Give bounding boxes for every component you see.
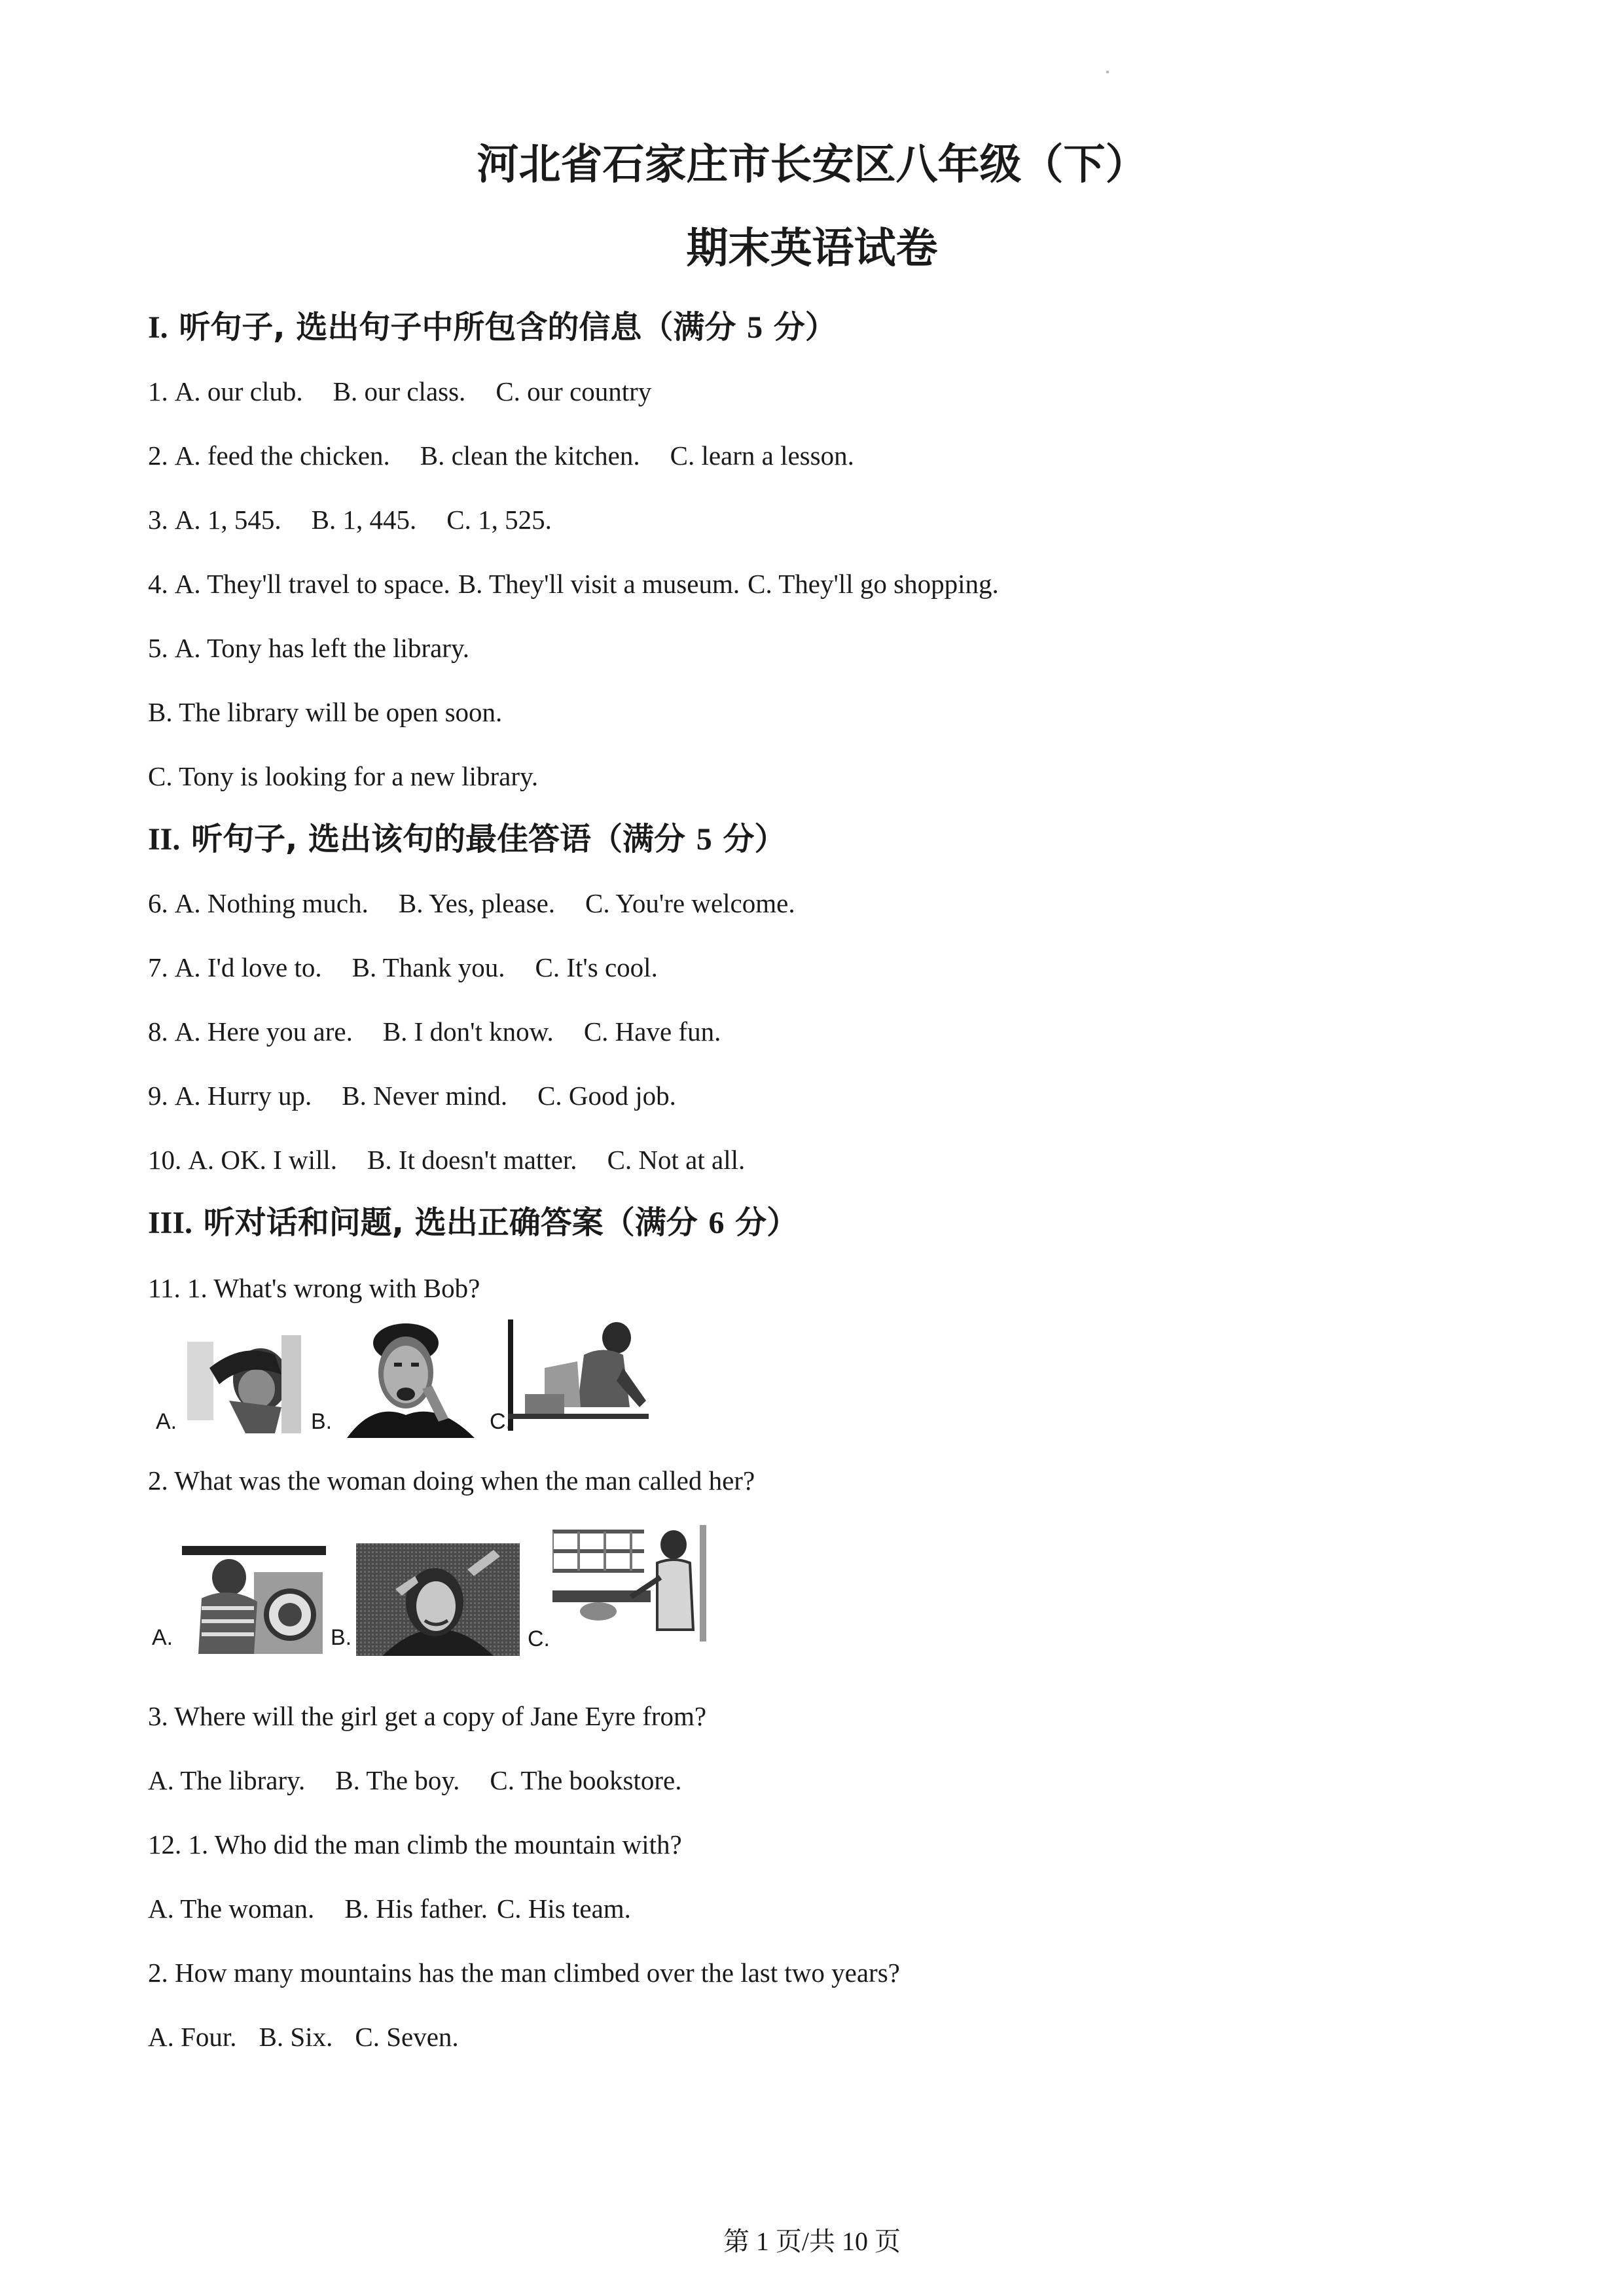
question-7 [148,950,658,984]
question-6 [148,886,795,920]
question-4 [148,567,999,601]
option-c: C. Not at all. [607,1145,746,1175]
question-number: 3. [148,505,168,535]
option-a: A. They'll travel to space. [174,569,450,599]
option-b: B. Yes, please. [398,888,556,918]
section-score: 6 [708,1206,725,1240]
option-c: C. Seven. [355,2022,459,2052]
option-c: C. Good job. [537,1081,676,1111]
option-c: C. They'll go shopping. [748,569,999,599]
question-2 [148,439,854,473]
option-c: C. learn a lesson. [670,440,854,471]
section-roman: I. [148,310,168,345]
option-a: A. Tony has left the library. [174,633,470,663]
question-1 [148,374,651,408]
option-a: A. Hurry up. [174,1081,312,1111]
option-b: B. They'll visit a museum. [458,569,740,599]
question-number: 9. [148,1081,168,1111]
option-c: C. The bookstore. [490,1765,682,1795]
question-number: 2. [148,440,168,471]
page-number: 第 1 页/共 10 页 [723,2227,901,2256]
question-11-sub-1: 11. 1. What's wrong with Bob? [148,1273,480,1303]
scan-speck [1106,71,1109,73]
option-c: C. His team. [496,1893,631,1924]
option-b: B. It doesn't matter. [367,1145,577,1175]
question-9 [148,1079,676,1113]
question-number: 10. [148,1145,182,1175]
question-12-sub-2-options [148,2020,459,2054]
option-c: C. our country [496,376,652,406]
question-11-sub-2: 2. What was the woman doing when the man called her? [148,1465,755,1496]
section-instruction: 听对话和问题, 选出正确答案（满分 [203,1204,698,1241]
option-c: C. It's cool. [535,952,658,982]
option-a: A. our club. [174,376,303,406]
option-c: C. 1, 525. [446,505,552,535]
option-b: B. The boy. [335,1765,460,1795]
option-b: B. our class. [333,376,466,406]
picture-headache [183,1329,308,1437]
question-number: 7. [148,952,168,982]
picture-doing-dishes [552,1525,708,1641]
section-score-unit: 分） [735,1204,799,1241]
section-instruction: 听句子, 选出句子中所包含的信息（满分 [179,309,736,346]
question-number: 1. [148,376,168,406]
option-b: B. 1, 445. [311,505,417,535]
option-a: A. Nothing much. [174,888,369,918]
option-a: A. OK. I will. [188,1145,338,1175]
question-number: 4. [148,569,168,599]
question-11-sub-3: 3. Where will the girl get a copy of Jane Eyre from? [148,1701,707,1731]
question-12-sub-1: 12. 1. Who did the man climb the mountain with? [148,1829,682,1859]
figure-label-c: C. [528,1626,550,1651]
section-score-unit: 分） [723,821,786,857]
option-a: A. Here you are. [174,1016,353,1047]
picture-washing-hair [356,1543,520,1656]
question-5-option-b: B. The library will be open soon. [148,697,503,727]
option-a: A. The woman. [148,1893,315,1924]
section-instruction: 听句子, 选出该句的最佳答语（满分 [191,821,686,857]
page-subtitle: 期末英语试卷 [686,224,938,273]
section-heading-1 [148,308,837,348]
question-12-sub-2: 2. How many mountains has the man climbed over the last two years? [148,1958,900,1988]
question-number: 5. [148,633,168,663]
figure-label-c: C. [490,1409,512,1434]
option-a: A. I'd love to. [174,952,322,982]
option-b: B. I don't know. [382,1016,554,1047]
option-b: B. His father. [344,1893,488,1924]
figure-label-b: B. [311,1409,333,1434]
section-roman: III. [148,1206,193,1240]
option-a: A. feed the chicken. [174,440,390,471]
question-5-option-c: C. Tony is looking for a new library. [148,761,539,791]
figure-label-b: B. [331,1625,352,1650]
question-8 [148,1014,721,1049]
section-score: 5 [747,310,763,345]
question-12-sub-1-options [148,1892,631,1926]
option-b: B. Never mind. [342,1081,508,1111]
picture-washing-clothes [182,1546,326,1657]
section-roman: II. [148,822,181,857]
page-title: 河北省石家庄市长安区八年级（下） [477,141,1147,189]
question-number: 8. [148,1016,168,1047]
picture-backache [505,1316,655,1440]
option-c: C. Have fun. [583,1016,721,1047]
figure-label-a: A. [156,1409,177,1434]
option-a: A. The library. [148,1765,306,1795]
option-b: B. Thank you. [352,952,505,982]
question-number: 6. [148,888,168,918]
question-11-sub-3-options [148,1763,681,1797]
question-5 [148,631,469,665]
option-c: C. You're welcome. [585,888,795,918]
question-10 [148,1143,745,1177]
picture-toothache [334,1323,481,1438]
option-b: B. clean the kitchen. [420,440,640,471]
section-heading-3 [148,1203,798,1243]
option-a: A. 1, 545. [174,505,281,535]
section-score: 5 [696,822,712,857]
option-b: B. Six. [259,2022,333,2052]
option-a: A. Four. [148,2022,237,2052]
section-score-unit: 分） [773,309,837,346]
question-3 [148,503,552,537]
section-heading-2 [148,819,785,859]
figure-label-a: A. [152,1625,173,1650]
